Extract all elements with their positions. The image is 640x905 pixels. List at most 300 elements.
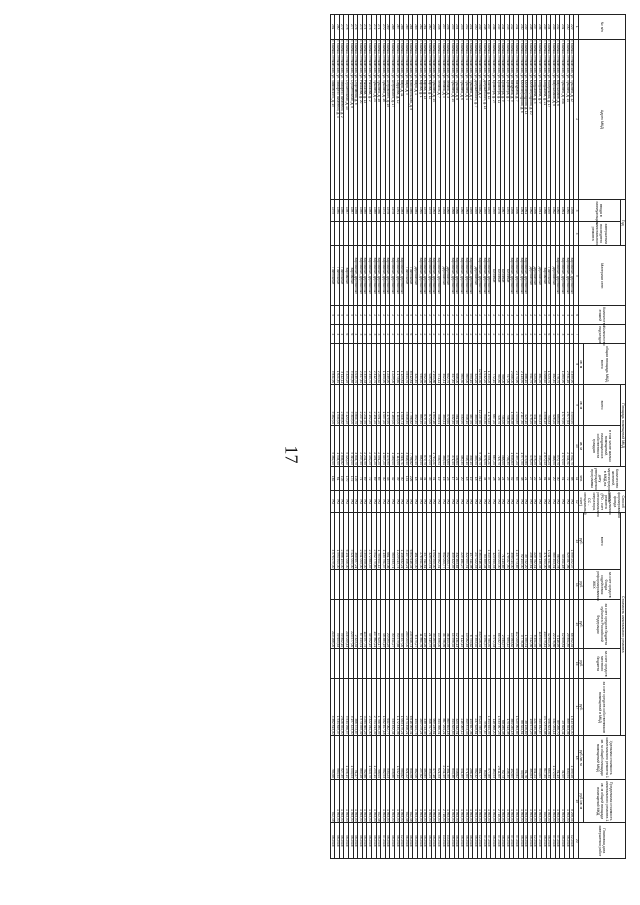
cell-y1: 1991 [395, 200, 400, 222]
cell-aa: 3 996,19 [542, 385, 547, 426]
cell-aa: 667,20 [491, 385, 496, 426]
cell-mat: Кирпичные, деревянные [385, 246, 390, 306]
cell-cf [509, 570, 514, 600]
column-number: 16 [574, 649, 579, 679]
cell-reg: 16 [440, 466, 445, 491]
header-cost-owners: за счет средств собственников помещений в МКД [583, 679, 620, 736]
cell-addr: г. Камыш-Пенжинская, ул. Рыбакова, д. 2 [367, 39, 372, 200]
cell-aa: 425,10 [523, 385, 528, 426]
cell-uc: 833,54 [564, 736, 569, 780]
cell-mc: 1 563,00 [537, 779, 542, 823]
cell-ct: 332 463,64 [454, 513, 459, 570]
cell-en: 2 [473, 325, 478, 344]
cell-en: 2 [454, 325, 459, 344]
cell-uc: 548,62 [454, 736, 459, 780]
cell-reg: 19 [468, 466, 473, 491]
cell-en: 2 [417, 325, 422, 344]
cell-y1: 1962 [528, 200, 533, 222]
cell-dt: 12.2016 [477, 823, 482, 859]
cell-cr: 13 983,82 [509, 600, 514, 649]
cell-ct: 1 011 931,88 [546, 513, 551, 570]
cell-y1: 1982 [477, 200, 482, 222]
cell-co: 150 657,36 [468, 679, 473, 736]
cell-cl [523, 649, 528, 679]
cell-uc: 983,41 [335, 736, 340, 780]
cell-en: 4 [569, 325, 574, 344]
cell-dt: 08.2016 [367, 823, 372, 859]
cell-ta: 1 150,90 [381, 344, 386, 385]
cell-fm: РО [358, 491, 363, 513]
cell-y2 [546, 221, 551, 246]
cell-ta: 1 239,90 [385, 344, 390, 385]
cell-reg: 21 [454, 466, 459, 491]
cell-dt: 08.2016 [335, 823, 340, 859]
cell-mat: Кирпичные, деревянные [399, 246, 404, 306]
cell-cl [427, 649, 432, 679]
cell-mat: Деревянные [445, 246, 450, 306]
cell-reg: 69 [362, 466, 367, 491]
cell-fl: 2 [440, 306, 445, 325]
cell-dt: 07.2016 [555, 823, 560, 859]
cell-ct: 1 784 601,12 [376, 513, 381, 570]
cell-cf [528, 570, 533, 600]
cell-en: 2 [477, 325, 482, 344]
cell-reg: 20 [551, 466, 556, 491]
header-cost-fund: за счет средств Фонда содействия реформированию ЖКХ [583, 570, 620, 600]
cell-cl [491, 649, 496, 679]
cell-cr: 33 264,39 [431, 600, 436, 649]
cell-mat: Деревянные [551, 246, 556, 306]
cell-cf [523, 570, 528, 600]
cell-mat: Деревянные [528, 246, 533, 306]
header-area-group: Площадь помещений МКД [620, 385, 625, 467]
cell-ct: 1 594 500,00 [335, 513, 340, 570]
cell-cl [463, 649, 468, 679]
cell-aa: 879,70 [422, 385, 427, 426]
cell-uc: 91,13 [555, 736, 560, 780]
cell-cr: 340 026,34 [477, 600, 482, 649]
cell-y2 [390, 221, 395, 246]
cell-ta: 2 340,70 [367, 344, 372, 385]
cell-y1: 1966 [542, 200, 547, 222]
cell-uc: 1 399,48 [569, 736, 574, 780]
cell-no: 244 [500, 15, 505, 40]
cell-addr: г. Камыш-Пенжинская, ул. Кирова, д. 14 [422, 39, 427, 200]
cell-mat: Кирпичные, деревянные [463, 246, 468, 306]
cell-ta: 772,10 [491, 344, 496, 385]
cell-co: 2 826 351,90 [339, 679, 344, 736]
cell-fl: 2 [532, 306, 537, 325]
cell-y1: 1968 [450, 200, 455, 222]
cell-y2 [445, 221, 450, 246]
cell-ta: 606,00 [454, 344, 459, 385]
header-year-renovation: завершения последнего капитального ремонта [578, 221, 620, 246]
cell-mat: Блочные [505, 246, 510, 306]
cell-cf [362, 570, 367, 600]
cell-y1: 1966 [454, 200, 459, 222]
housing-repair-table [330, 14, 626, 859]
cell-mc: 1 563,00 [353, 779, 358, 823]
cell-y1: 1984 [413, 200, 418, 222]
table-row [542, 15, 547, 859]
cell-ar: 1 397,24 [514, 426, 519, 467]
cell-y1: 1980 [408, 200, 413, 222]
cell-y1: 1979 [422, 200, 427, 222]
cell-y2 [454, 221, 459, 246]
cell-fm: РО [362, 491, 367, 513]
cell-ta: 565,00 [463, 344, 468, 385]
cell-dt: 08.2016 [390, 823, 395, 859]
cell-ar: 1 113,00 [395, 426, 400, 467]
cell-co: 1 025 963,85 [514, 679, 519, 736]
header-row-1 [620, 15, 625, 859]
cell-uc: 459,81 [514, 736, 519, 780]
cell-y2 [413, 221, 418, 246]
cell-en: 2 [486, 325, 491, 344]
cell-dt: 06.2016 [404, 823, 409, 859]
cell-y1: 1987 [344, 200, 349, 222]
table-row [408, 15, 413, 859]
table-row [367, 15, 372, 859]
cell-en: 1 [537, 325, 542, 344]
cell-en: 2 [381, 325, 386, 344]
cell-dt: 08.2016 [468, 823, 473, 859]
cell-aa: 413,43 [537, 385, 542, 426]
cell-aa: 467,50 [468, 385, 473, 426]
cell-ta: 1 229,00 [390, 344, 395, 385]
header-floors: Количество этажей [578, 306, 625, 325]
cell-y1: 1954 [505, 200, 510, 222]
table-row [445, 15, 450, 859]
cell-no: 264 [408, 15, 413, 40]
cell-mc: 1 563,00 [431, 779, 436, 823]
cell-en: 3 [372, 325, 377, 344]
cell-en: 2 [431, 325, 436, 344]
cell-cr: 29 851,85 [564, 600, 569, 649]
cell-uc: 982,53 [381, 736, 386, 780]
cell-fl: 2 [463, 306, 468, 325]
cell-ar: 706,30 [505, 426, 510, 467]
cell-ar: 5 120,25 [344, 426, 349, 467]
table-row [431, 15, 436, 859]
cell-mat: Блочные [500, 246, 505, 306]
cell-reg: 312 [477, 466, 482, 491]
cell-reg: 31 [422, 466, 427, 491]
cell-mat: Кирпичные, деревянные [564, 246, 569, 306]
column-number: 17 [574, 679, 579, 736]
cell-uc: 43,58 [519, 736, 524, 780]
cell-co: 309 873,03 [463, 679, 468, 736]
cell-co: 3 280 360,25 [362, 679, 367, 736]
cell-y1: 1956 [532, 200, 537, 222]
cell-uc: 380,63 [528, 736, 533, 780]
cell-dt: 08.2016 [542, 823, 547, 859]
cell-no: 270 [381, 15, 386, 40]
cell-fm: РО [564, 491, 569, 513]
cell-dt: 07.2016 [482, 823, 487, 859]
cell-cf [491, 570, 496, 600]
cell-fl: 5 [344, 306, 349, 325]
table-row [468, 15, 473, 859]
cell-no: 267 [395, 15, 400, 40]
table-body [330, 15, 578, 859]
cell-ar: 2 870,43 [542, 426, 547, 467]
cell-cl [532, 649, 537, 679]
cell-mat: Кирпичные, деревянные [395, 246, 400, 306]
cell-co: 344 566,51 [436, 679, 441, 736]
cell-addr: г. Камыш-Пенжинская, ул. Бабушкина, д. 9 [537, 39, 542, 200]
cell-addr: г. Камыш-Пенжинская, ул. Бабушкина, д. 3 [532, 39, 537, 200]
cell-cr: 2 323,34 [353, 600, 358, 649]
cell-no: 235 [542, 15, 547, 40]
cell-dt: 08.2016 [330, 823, 335, 859]
cell-en: 2 [445, 325, 450, 344]
cell-en: 2 [399, 325, 404, 344]
cell-reg: 71 [358, 466, 363, 491]
cell-co: 38 156,69 [523, 679, 528, 736]
cell-ct: 96 022,78 [555, 513, 560, 570]
cell-mat: Кирпичные, деревянные [560, 246, 565, 306]
cell-aa: 1 852,16 [431, 385, 436, 426]
cell-mc: 1 563,00 [372, 779, 377, 823]
table-row [404, 15, 409, 859]
cell-mc: 1 563,00 [390, 779, 395, 823]
cell-cr: 22 276,86 [551, 600, 556, 649]
cell-cl [482, 649, 487, 679]
cell-ta: 768,00 [500, 344, 505, 385]
cell-cr: 17 620,17 [376, 600, 381, 649]
cell-en: 2 [450, 325, 455, 344]
cell-ar: 1 175,90 [385, 426, 390, 467]
cell-ta: 447,40 [450, 344, 455, 385]
cell-y1: 1959 [546, 200, 551, 222]
cell-fm: РО [445, 491, 450, 513]
cell-cf [408, 570, 413, 600]
cell-mc: 2 718,00 [440, 779, 445, 823]
cell-aa: 478,20 [528, 385, 533, 426]
cell-fl: 2 [390, 306, 395, 325]
cell-y1: 1976 [496, 200, 501, 222]
cell-fm: РО [381, 491, 386, 513]
cell-addr: г. Камыш-Пенжинская, ул. Островского, д. 17 [390, 39, 395, 200]
cell-cf [399, 570, 404, 600]
cell-cr: 3 778,39 [519, 600, 524, 649]
cell-reg: 40 [381, 466, 386, 491]
column-number: 18 [574, 736, 579, 780]
cell-no: 251 [468, 15, 473, 40]
cell-fm: РО [463, 491, 468, 513]
cell-y1: 1963 [463, 200, 468, 222]
cell-ar: 9 738,70 [477, 426, 482, 467]
cell-cr: 21 315,75 [427, 600, 432, 649]
cell-cr: 235 646,73 [408, 600, 413, 649]
cell-ta: 482,40 [551, 344, 556, 385]
cell-cf [482, 570, 487, 600]
cell-ar: 546,91 [436, 426, 441, 467]
cell-no: 276 [353, 15, 358, 40]
cell-ct: 123 940,53 [491, 513, 496, 570]
table-row [395, 15, 400, 859]
cell-fl: 2 [528, 306, 533, 325]
cell-mc: 1 563,00 [491, 779, 496, 823]
cell-en: 6 [349, 325, 354, 344]
cell-uc: 977,89 [486, 736, 491, 780]
cell-reg: 27 [528, 466, 533, 491]
cell-cf [422, 570, 427, 600]
cell-y1: 1978 [390, 200, 395, 222]
cell-aa: 2 241,50 [362, 385, 367, 426]
cell-fm: РО [505, 491, 510, 513]
header-cost-group: Стоимость капитального ремонта [620, 513, 625, 736]
cell-fl: 2 [555, 306, 560, 325]
cell-cl [459, 649, 464, 679]
cell-addr: г. Камыш-Пенжинская, ул. Кирова, д. 12 [427, 39, 432, 200]
cell-aa: 1 534,00 [335, 385, 340, 426]
cell-uc: 953,60 [537, 736, 542, 780]
cell-cl [353, 649, 358, 679]
cell-mc: 1 563,00 [560, 779, 565, 823]
cell-fm: РО [454, 491, 459, 513]
cell-uc: 92,73 [500, 736, 505, 780]
cell-fl: 2 [427, 306, 432, 325]
cell-fl: 2 [500, 306, 505, 325]
cell-mat: Панельные [546, 246, 551, 306]
table-row [344, 15, 349, 859]
cell-mat: Кирпичные, деревянные [376, 246, 381, 306]
cell-cf [450, 570, 455, 600]
cell-cl [564, 649, 569, 679]
cell-cr: 283 000,00 [404, 600, 409, 649]
cell-ar: 436,60 [454, 426, 459, 467]
cell-fl: 5 [339, 306, 344, 325]
header-unit-cost: Удельная стоимость капитального ремонта 1 кв. м общей площади помещений МКД [583, 736, 625, 780]
cell-ta: 765,80 [496, 344, 501, 385]
cell-mc: 1 563,00 [339, 779, 344, 823]
cell-no: 241 [514, 15, 519, 40]
column-number: 10 [574, 426, 579, 467]
cell-ta: 5 831,90 [330, 344, 335, 385]
table-row [390, 15, 395, 859]
rotated-sheet [40, 0, 640, 857]
cell-addr: г. Камыш-Пенжинская, ул. Рыбакова, д. 14 [362, 39, 367, 200]
cell-ct: 83 399,04 [482, 513, 487, 570]
cell-ct: 565 403,51 [551, 513, 556, 570]
cell-cr: 7 694,12 [505, 600, 510, 649]
header-max-cost: Предельная стоимость капитального ремонта 1 кв. м общей площади помещений МКД [583, 779, 625, 823]
cell-aa: 880,40 [417, 385, 422, 426]
cell-uc: 80,80 [482, 736, 487, 780]
cell-cl [349, 649, 354, 679]
cell-aa: 2 247,40 [358, 385, 363, 426]
cell-dt: 08.2016 [344, 823, 349, 859]
cell-fm: РО [486, 491, 491, 513]
cell-co: 216 069,12 [459, 679, 464, 736]
cell-addr: г. Камыш-Пенжинская, ул. Мира, д. 1 [413, 39, 418, 200]
cell-ct: 1 137 973,65 [514, 513, 519, 570]
cell-mc: 1 563,00 [395, 779, 400, 823]
cell-mat: Кирпичные, деревянные [362, 246, 367, 306]
cell-mc: 1 563,00 [454, 779, 459, 823]
cell-mc: 1 563,00 [367, 779, 372, 823]
cell-en: 2 [468, 325, 473, 344]
cell-ct: 71 214,65 [500, 513, 505, 570]
cell-fm: РО [335, 491, 340, 513]
unit-cost-total: руб. [578, 513, 583, 570]
cell-ar: 2 091,20 [376, 426, 381, 467]
cell-y1: 1958 [440, 200, 445, 222]
cell-y2 [431, 221, 436, 246]
cell-fl: 4 [564, 306, 569, 325]
cell-aa: 383,50 [473, 385, 478, 426]
unit-max-cost: руб./кв. м [578, 779, 583, 823]
cell-ar: 2 191,20 [372, 426, 377, 467]
cell-y2 [514, 221, 519, 246]
cell-cl [542, 649, 547, 679]
cell-ar: 876,50 [482, 426, 487, 467]
cell-ta: 1 621,40 [335, 344, 340, 385]
cell-reg: 109 [353, 466, 358, 491]
cell-en: 4 [335, 325, 340, 344]
cell-uc: 31,05 [560, 736, 565, 780]
cell-y1: 1956 [509, 200, 514, 222]
cell-en: 2 [491, 325, 496, 344]
cell-fl: 5 [335, 306, 340, 325]
cell-co: 8 024 789,97 [477, 679, 482, 736]
cell-cf [417, 570, 422, 600]
table-row [376, 15, 381, 859]
cell-ar: 460,30 [459, 426, 464, 467]
cell-mat: Панельные [404, 246, 409, 306]
cell-ta: 5 320,25 [344, 344, 349, 385]
cell-uc: 661,77 [477, 736, 482, 780]
cell-ct: 276 941,00 [417, 513, 422, 570]
cell-ct: 328 023,51 [427, 513, 432, 570]
cell-fm: РО [560, 491, 565, 513]
cell-y2 [486, 221, 491, 246]
cell-addr: г. Камыш-Пенжинская, ул. Спортивная, д. 6 [353, 39, 358, 200]
cell-y2 [509, 221, 514, 246]
cell-no: 263 [413, 15, 418, 40]
cell-en: 2 [523, 325, 528, 344]
table-row [450, 15, 455, 859]
cell-aa: 561,60 [454, 385, 459, 426]
column-number: 11 [574, 466, 579, 491]
cell-y2 [477, 221, 482, 246]
cell-aa: 1 079,90 [560, 385, 565, 426]
cell-fm: РО [477, 491, 482, 513]
cell-mc: 1 563,00 [546, 779, 551, 823]
cell-addr: г. Камыш-Пенжинская, ул. Пушкина, д. 14 [564, 39, 569, 200]
cell-fm: РО [404, 491, 409, 513]
cell-addr: г. Камыш-Пенжинская, ул. Комсомольская, д. 8 [408, 39, 413, 200]
column-number: 5 [574, 246, 579, 306]
cell-mat: Кирпичные, деревянные [381, 246, 386, 306]
cell-reg: 34 [482, 466, 487, 491]
cell-cr: 34 796,56 [440, 600, 445, 649]
cell-reg: 63 [514, 466, 519, 491]
cell-y2 [551, 221, 556, 246]
cell-reg: 39 [395, 466, 400, 491]
cell-uc: 533,23 [385, 736, 390, 780]
cell-ct: 902 000,77 [445, 513, 450, 570]
cell-mat: Кирпичные, деревянные [417, 246, 422, 306]
cell-cf [560, 570, 565, 600]
cell-addr: г. Камыш-Пенжинская, ул. Попова, д. 2 [477, 39, 482, 200]
cell-cf [390, 570, 395, 600]
column-number: 14 [574, 570, 579, 600]
cell-aa: 870,00 [427, 385, 432, 426]
cell-cr: 2 934,57 [500, 600, 505, 649]
